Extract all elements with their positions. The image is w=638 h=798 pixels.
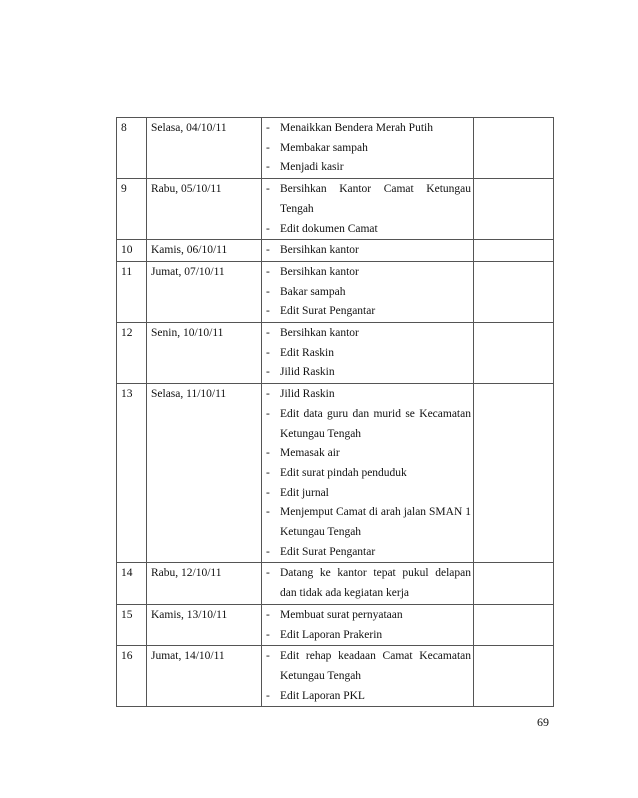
row-signature-cell [474, 323, 554, 384]
activity-list [266, 606, 471, 645]
table-row [117, 118, 554, 179]
row-number: 13 [117, 384, 147, 563]
activity-item: - Edit Surat Pengantar [266, 302, 471, 322]
activity-item: - Datang ke kantor tepat pukul delapan dan tidak ada kegiatan kerja [266, 564, 471, 603]
row-signature-cell [474, 261, 554, 322]
row-activities [262, 261, 474, 322]
activity-list [266, 564, 471, 603]
activity-item: - Bersihkan kantor [266, 324, 471, 344]
activity-item: - Bersihkan kantor [266, 263, 471, 283]
row-signature-cell [474, 563, 554, 604]
row-signature-cell [474, 179, 554, 240]
activity-list [266, 324, 471, 383]
activity-item: - Bersihkan Kantor Camat Ketungau Tengah [266, 180, 471, 219]
row-date: Selasa, 11/10/11 [147, 384, 262, 563]
row-activities [262, 563, 474, 604]
row-date: Rabu, 12/10/11 [147, 563, 262, 604]
activity-item: - Memasak air [266, 444, 471, 464]
table-row [117, 604, 554, 645]
row-number: 11 [117, 261, 147, 322]
activity-list [266, 119, 471, 178]
table-row [117, 261, 554, 322]
activity-item: - Edit Raskin [266, 344, 471, 364]
row-signature-cell [474, 118, 554, 179]
row-signature-cell [474, 604, 554, 645]
activity-item: - Edit rehap keadaan Camat Kecamatan Ketungau Tengah [266, 647, 471, 686]
activity-item: - Edit surat pindah penduduk [266, 464, 471, 484]
activity-item: - Edit Laporan PKL [266, 687, 471, 707]
row-date: Rabu, 05/10/11 [147, 179, 262, 240]
row-signature-cell [474, 240, 554, 262]
activity-item: - Membakar sampah [266, 139, 471, 159]
row-activities [262, 118, 474, 179]
row-number: 14 [117, 563, 147, 604]
table-row [117, 563, 554, 604]
row-date: Kamis, 13/10/11 [147, 604, 262, 645]
row-date: Selasa, 04/10/11 [147, 118, 262, 179]
activity-item: - Edit dokumen Camat [266, 220, 471, 240]
activity-item: - Jilid Raskin [266, 363, 471, 383]
activity-item: - Menaikkan Bendera Merah Putih [266, 119, 471, 139]
table-row [117, 323, 554, 384]
activity-item: - Edit Laporan Prakerin [266, 626, 471, 646]
row-activities [262, 240, 474, 262]
activity-item: - Bersihkan kantor [266, 241, 471, 261]
row-signature-cell [474, 384, 554, 563]
row-number: 8 [117, 118, 147, 179]
activity-list [266, 241, 471, 261]
activity-item: - Menjemput Camat di arah jalan SMAN 1 Ketungau Tengah [266, 503, 471, 542]
table-row [117, 240, 554, 262]
activity-item: - Bakar sampah [266, 283, 471, 303]
activity-list [266, 385, 471, 562]
activity-list [266, 180, 471, 239]
row-signature-cell [474, 646, 554, 707]
row-number: 15 [117, 604, 147, 645]
activity-list [266, 263, 471, 322]
row-date: Senin, 10/10/11 [147, 323, 262, 384]
row-date: Jumat, 07/10/11 [147, 261, 262, 322]
row-date: Jumat, 14/10/11 [147, 646, 262, 707]
row-number: 10 [117, 240, 147, 262]
activity-item: - Jilid Raskin [266, 385, 471, 405]
activity-item: - Edit jurnal [266, 484, 471, 504]
row-date: Kamis, 06/10/11 [147, 240, 262, 262]
activity-log-table [116, 117, 554, 707]
row-activities [262, 179, 474, 240]
activity-item: - Membuat surat pernyataan [266, 606, 471, 626]
row-number: 16 [117, 646, 147, 707]
row-number: 12 [117, 323, 147, 384]
table-row [117, 646, 554, 707]
table-row [117, 384, 554, 563]
table-row [117, 179, 554, 240]
row-activities [262, 384, 474, 563]
activity-list [266, 647, 471, 706]
row-activities [262, 323, 474, 384]
activity-item: - Menjadi kasir [266, 158, 471, 178]
row-activities [262, 604, 474, 645]
page-number: 69 [537, 715, 549, 729]
activity-item: - Edit Surat Pengantar [266, 543, 471, 563]
activity-log-body [117, 118, 554, 707]
row-activities [262, 646, 474, 707]
activity-item: - Edit data guru dan murid se Kecamatan Ketungau Tengah [266, 405, 471, 444]
row-number: 9 [117, 179, 147, 240]
